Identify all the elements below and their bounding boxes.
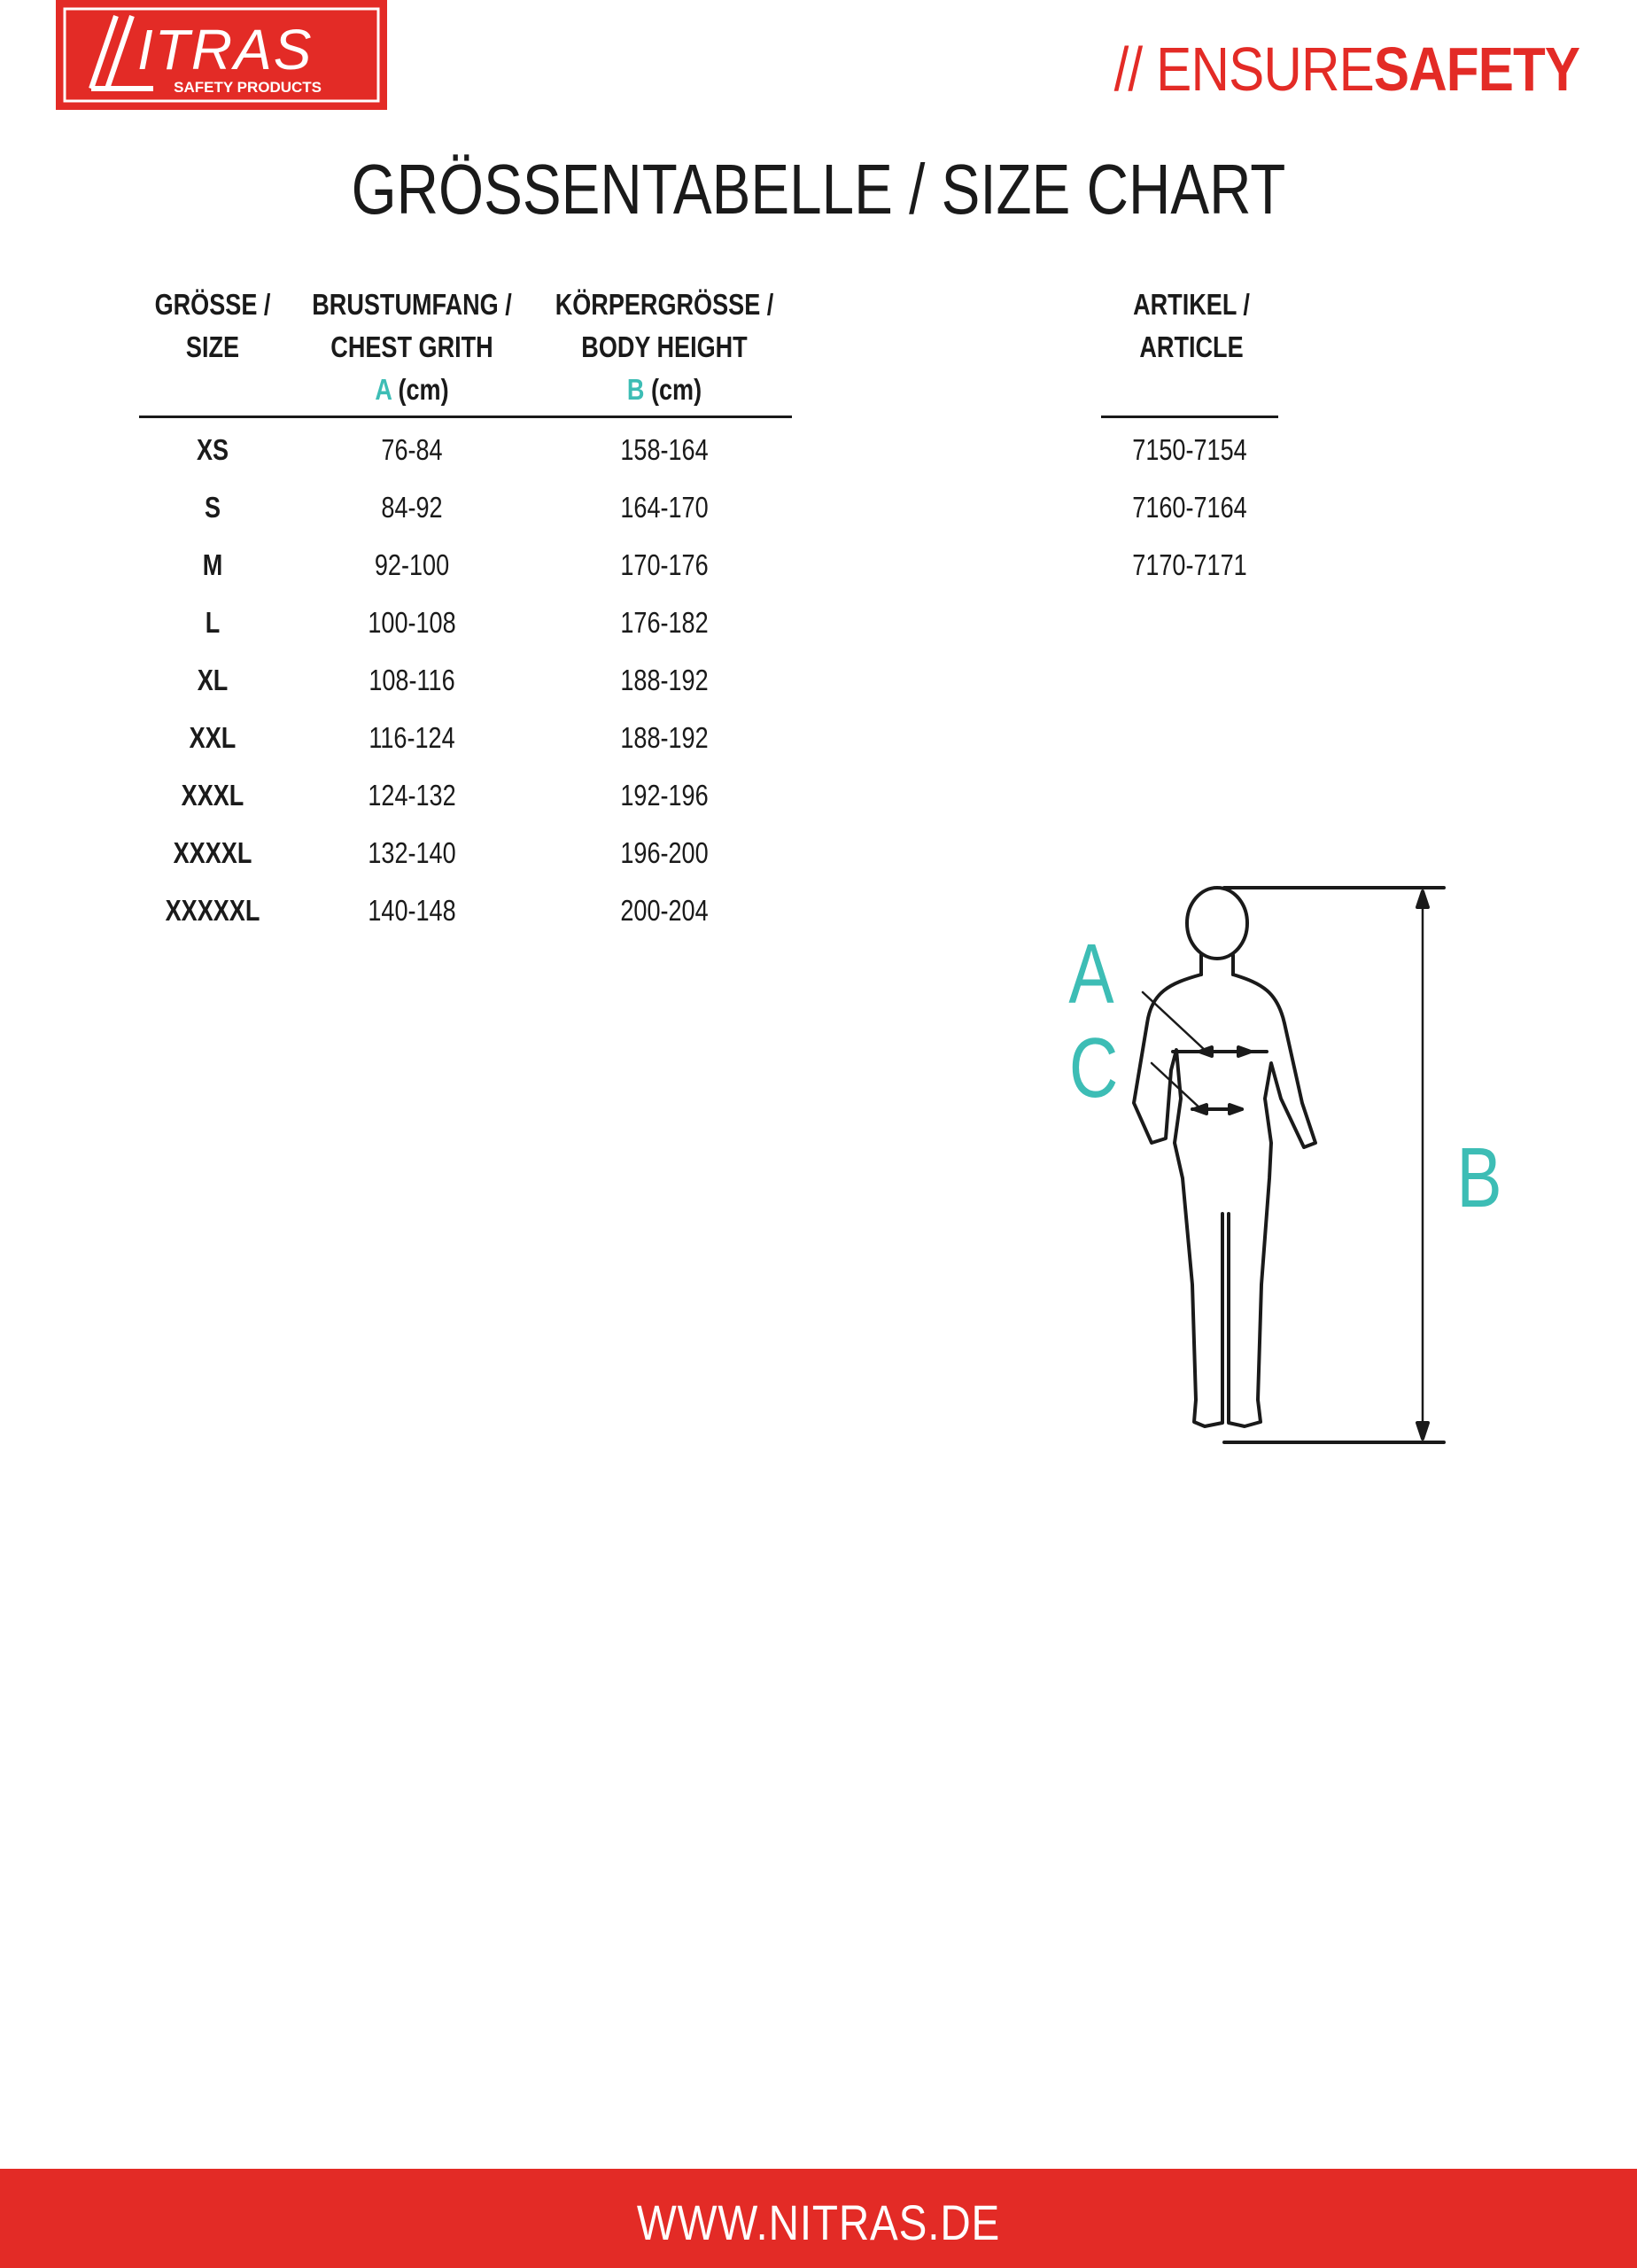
table-row-chest: 84-92 [381,491,443,524]
table-row-size: XL [197,664,229,696]
label-height-b: B [1456,1130,1502,1225]
table-row-size: L [205,606,221,639]
header-height-line2: BODY HEIGHT [581,330,748,363]
table-row-height: 176-182 [620,606,709,639]
article-number: 7160-7164 [1132,491,1247,524]
table-row-size: XXXXL [173,836,252,869]
table-row-chest: 132-140 [368,836,456,869]
table-row-size: XXXL [181,779,244,812]
slogan-prefix: // ENSURE [1113,35,1374,104]
table-row-height: 200-204 [620,894,709,927]
header-chest-unit-line [299,369,524,411]
header-height [548,284,780,411]
header-article-line2: ARTICLE [1139,330,1244,363]
svg-text:ITRAS: ITRAS [137,18,314,82]
header-height-line1: KÖRPERGRÖSSE / [555,288,774,321]
height-unit: (cm) [650,373,702,406]
table-row-height: 188-192 [620,664,709,696]
table-row-size: XS [196,433,229,466]
nitras-logo [56,0,387,110]
chest-letter: A [375,373,392,406]
table-row-chest: 100-108 [368,606,456,639]
header-chest [299,284,524,411]
table-row-size: S [204,491,221,524]
table-row-height: 188-192 [620,721,709,754]
table-row-height: 196-200 [620,836,709,869]
header-chest-line2: CHEST GRITH [330,330,493,363]
article-number: 7170-7171 [1132,548,1247,581]
header-article [1082,284,1300,369]
table-row-chest: 124-132 [368,779,456,812]
svg-text:SAFETY PRODUCTS: SAFETY PRODUCTS [174,79,322,96]
table-row-chest: 140-148 [368,894,456,927]
page-title: GRÖSSENTABELLE / SIZE CHART [351,150,1286,229]
header-chest-line1: BRUSTUMFANG / [312,288,512,321]
slogan-emphasis: SAFETY [1373,35,1579,104]
table-row-height: 158-164 [620,433,709,466]
brand-slogan [1113,34,1579,105]
height-letter: B [626,373,645,406]
table-row-size: XXXXXL [165,894,260,927]
label-waist-c: C [1068,1021,1119,1115]
footer-bar [0,2169,1637,2268]
article-header-rule [1101,416,1278,418]
table-row-chest: 108-116 [369,664,455,696]
header-size [140,284,285,369]
table-row-height: 164-170 [620,491,709,524]
table-row-size: XXL [189,721,237,754]
header-size-line1: GRÖSSE / [154,288,271,321]
label-chest-a: A [1068,927,1114,1021]
table-row-size: M [202,548,223,581]
chest-unit: (cm) [398,373,449,406]
table-row-height: 192-196 [620,779,709,812]
table-row-chest: 92-100 [374,548,450,581]
header-article-line1: ARTIKEL / [1133,288,1250,321]
article-number: 7150-7154 [1132,433,1247,466]
table-row-chest: 116-124 [369,721,455,754]
table-row-height: 170-176 [620,548,709,581]
table-header-rule [139,416,792,418]
body-measurement-figure [1019,877,1502,1462]
website-link[interactable]: WWW.NITRAS.DE [636,2194,1001,2250]
header-size-line2: SIZE [185,330,240,363]
table-row-chest: 76-84 [381,433,443,466]
header-height-unit-line [548,369,780,411]
